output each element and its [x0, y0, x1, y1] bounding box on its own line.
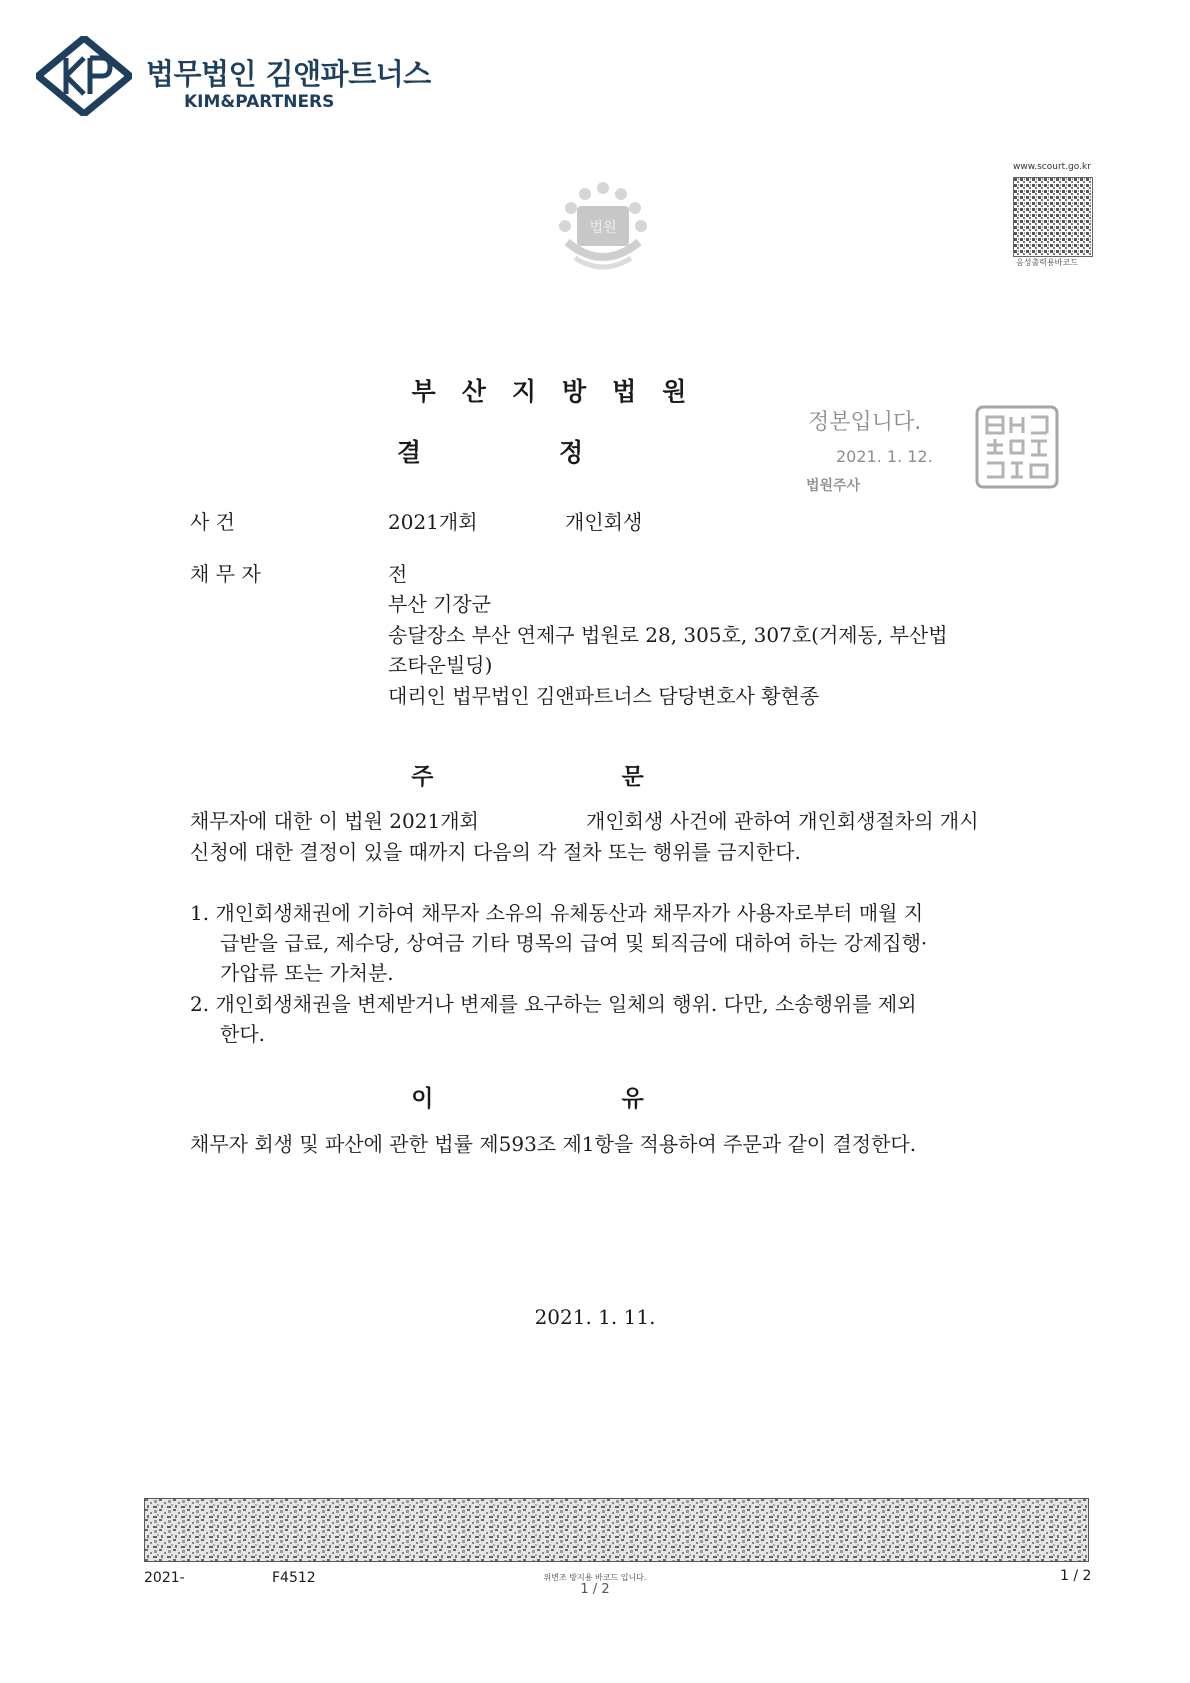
agent: 대리인 법무법인 김앤파트너스 담당변호사 황현종	[388, 684, 820, 708]
case-number: 2021개회	[388, 510, 478, 534]
certification-officer: 법원주사	[806, 478, 861, 494]
firm-name-korean: 법무법인 김앤파트너스	[146, 57, 431, 91]
page-number-right: 1 / 2	[1060, 1568, 1092, 1584]
service-address-line1: 송달장소 부산 연제구 법원로 28, 305호, 307호(거제동, 부산법	[388, 623, 948, 647]
order-line2: 신청에 대한 결정이 있을 때까지 다음의 각 절차 또는 행위를 금지한다.	[190, 840, 801, 864]
certification-text: 정본입니다.	[808, 410, 922, 435]
certification-date: 2021. 1. 12.	[836, 447, 933, 466]
certification-stamp	[800, 405, 970, 495]
footer-code1: 2021-	[144, 1570, 185, 1586]
case-name: 개인회생	[565, 510, 643, 534]
anti-forgery-barcode	[144, 1498, 1089, 1562]
order-heading: 주 문	[411, 764, 734, 790]
court-emblem-icon	[553, 180, 653, 275]
official-seal-icon	[975, 405, 1059, 489]
order-line1a: 채무자에 대한 이 법원 2021개회	[190, 809, 479, 833]
order-item2-line2: 한다.	[220, 1022, 265, 1046]
order-item2-line1: 2. 개인회생채권을 변제받거나 변제를 요구하는 일체의 행위. 다만, 소송행위를 제외	[190, 992, 917, 1016]
court-emblem-label: 법원	[589, 220, 617, 236]
order-item1-line1: 1. 개인회생채권에 기하여 채무자 소유의 유체동산과 채무자가 사용자로부터 매월 지	[190, 901, 924, 925]
firm-name-english: KIM&PARTNERS	[184, 92, 335, 112]
footer-code2: F4512	[272, 1570, 316, 1586]
case-label: 사 건	[190, 510, 235, 534]
barcode-note: 위변조 방지용 바코드 입니다.	[543, 1573, 647, 1582]
service-address-line2: 조타운빌딩)	[388, 653, 493, 677]
court-name: 부산지방법원	[411, 377, 713, 406]
order-item1-line3: 가압류 또는 가처분.	[220, 961, 394, 985]
kp-diamond-logo-icon	[36, 36, 132, 116]
reason-heading: 이 유	[411, 1086, 734, 1112]
decision-date: 2021. 1. 11.	[534, 1305, 656, 1329]
page-number-center: 1 / 2	[580, 1582, 610, 1597]
debtor-label: 채 무 자	[190, 562, 261, 586]
document-type: 결정	[396, 438, 722, 467]
order-line1b: 개인회생 사건에 관하여 개인회생절차의 개시	[586, 809, 979, 833]
debtor-address: 부산 기장군	[388, 592, 491, 616]
voice-output-barcode	[1013, 177, 1093, 257]
qr-caption: 음성출력용바코드	[1016, 258, 1078, 267]
reason-text: 채무자 회생 및 파산에 관한 법률 제593조 제1항을 적용하여 주문과 같이 결정한다.	[190, 1132, 917, 1156]
order-item1-line2: 급받을 급료, 제수당, 상여금 기타 명목의 급여 및 퇴직금에 대하여 하는 강제집행·	[220, 931, 928, 955]
qr-url: www.scourt.go.kr	[1013, 162, 1091, 172]
debtor-name: 전	[388, 562, 408, 586]
